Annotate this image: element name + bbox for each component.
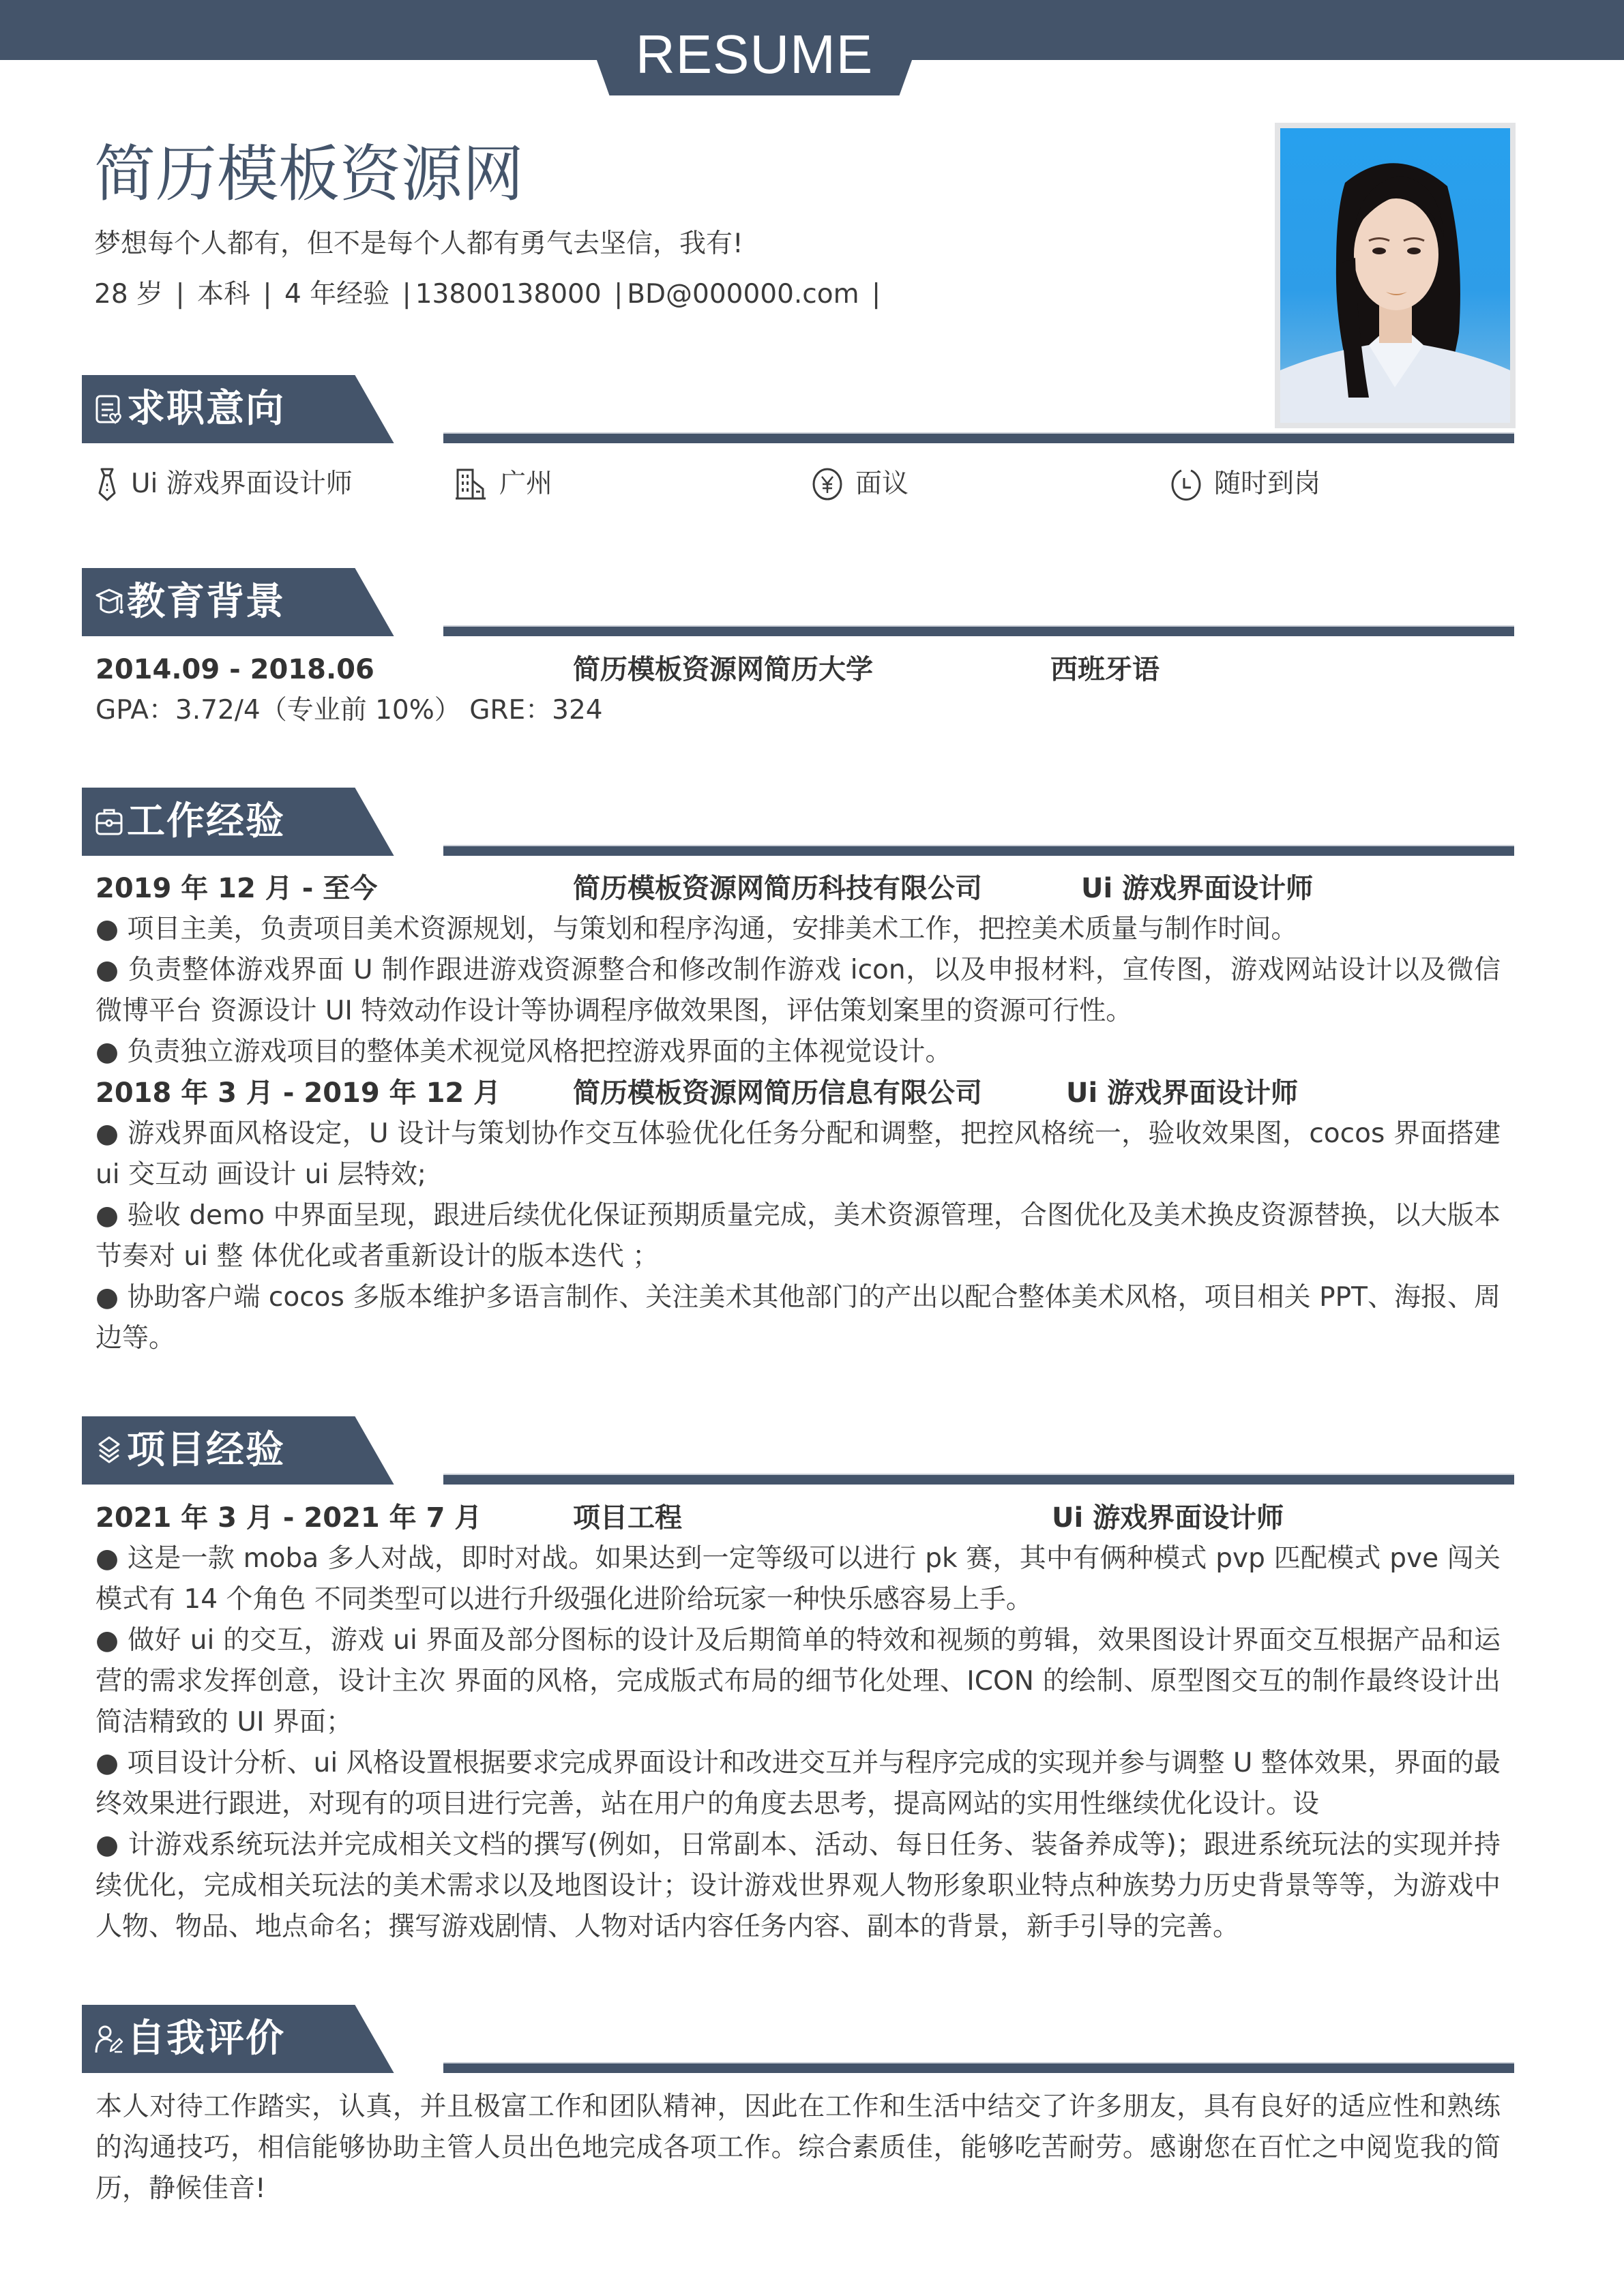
tie-icon (95, 467, 119, 501)
intent-availability (1170, 464, 1320, 505)
job-bullets (95, 1114, 1501, 1359)
education-major: 西班牙语 (1050, 654, 1160, 685)
bullet-item: ● 计游戏系统玩法并完成相关文档的撰写(例如，日常副本、活动、每日任务、装备养成等)；跟进系统玩法的实现并持续优化，完成相关玩法的美术需求以及地图设计；设计游戏世界观人物形象职业特点种族势力历史背景等等，为游戏中人物、物品、地点命名；撰写游戏剧情、人物对话内容任务内容、副本的背景，新手引导的完善。 (95, 1830, 1501, 1942)
intent-label: 面议 (855, 468, 909, 499)
education-school: 简历模板资源网简历大学 (573, 654, 873, 685)
separator: | (871, 279, 881, 310)
project-bullets (95, 1538, 1501, 1948)
section-title: 项目经验 (127, 1428, 285, 1472)
job-role: Ui 游戏界面设计师 (1081, 873, 1314, 904)
project-name: 项目工程 (573, 1502, 682, 1534)
intent-position (95, 464, 353, 505)
bullet-item: ● 项目设计分析、ui 风格设置根据要求完成界面设计和改进交互并与程序完成的实现并参与调整 U 整体效果，界面的最终效果进行跟进，对现有的项目进行完善，站在用户的角度去思考，提高网站的实用性继续优化设计。设 (95, 1748, 1501, 1819)
section-divider (443, 625, 1514, 636)
briefcase-icon (94, 807, 124, 837)
clock-icon (1170, 467, 1202, 501)
phone: 13800138000 (415, 279, 602, 310)
layers-icon (94, 1435, 124, 1465)
project-role: Ui 游戏界面设计师 (1052, 1502, 1284, 1534)
yen-circle-icon (812, 467, 843, 501)
bullet-item: ● 这是一款 moba 多人对战，即时对战。如果达到一定等级可以进行 pk 赛，其中有俩种模式 pvp 匹配模式 pve 闯关模式有 14 个角色 不同类型可以进行升级强化进阶给玩家一种快乐感容易上手。 (95, 1543, 1501, 1615)
section-title: 工作经验 (127, 799, 285, 844)
separator: | (402, 279, 411, 310)
bullet-item: ● 验收 demo 中界面呈现，跟进后续优化保证预期质量完成，美术资源管理，合图优化及美术换皮资源替换，以大版本节奏对 ui 整 体优化或者重新设计的版本迭代 ； (95, 1200, 1501, 1272)
job-role: Ui 游戏界面设计师 (1066, 1077, 1299, 1109)
education-detail: GPA：3.72/4（专业前 10%） GRE：324 (95, 695, 603, 726)
building-icon (454, 467, 487, 501)
candidate-name: 简历模板资源网 (94, 138, 524, 210)
contact-line (94, 275, 885, 314)
section-title: 教育背景 (127, 580, 285, 624)
separator: | (175, 279, 185, 310)
user-edit-icon (94, 2024, 124, 2054)
portrait-illustration (1280, 128, 1510, 423)
graduation-cap-icon (94, 587, 124, 617)
project-period: 2021 年 3 月 - 2021 年 7 月 (95, 1502, 482, 1534)
job-period: 2019 年 12 月 - 至今 (95, 873, 378, 904)
bullet-item: ● 做好 ui 的交互，游戏 ui 界面及部分图标的设计及后期简单的特效和视频的剪辑，效果图设计界面交互根据产品和运营的需求发挥创意，设计主次 界面的风格，完成版式布局的细节化处理、ICON 的绘制、原型图交互的制作最终设计出简洁精致的 UI 界面； (95, 1625, 1501, 1738)
intent-label: 随时到岗 (1214, 468, 1321, 499)
section-divider (443, 845, 1514, 856)
profile-photo (1280, 128, 1510, 423)
job-company: 简历模板资源网简历信息有限公司 (573, 1077, 982, 1109)
bullet-item: ● 负责整体游戏界面 U 制作跟进游戏资源整合和修改制作游戏 icon，以及申报材料，宣传图，游戏网站设计以及微信微博平台 资源设计 UI 特效动作设计等协调程序做效果图，评估策划案里的资源可行性。 (95, 955, 1501, 1026)
job-bullets (95, 909, 1501, 1073)
intent-label: 广州 (499, 468, 553, 499)
section-title: 自我评价 (127, 2016, 285, 2061)
intent-city (454, 464, 552, 505)
age: 28 岁 (94, 279, 164, 310)
resume-title: RESUME (635, 24, 874, 85)
resume-heart-icon (94, 394, 124, 424)
bullet-item: ● 游戏界面风格设定，U 设计与策划协作交互体验优化任务分配和调整，把控风格统一，验收效果图，cocos 界面搭建 ui 交互动 画设计 ui 层特效; (95, 1118, 1501, 1190)
experience-years: 4 年经验 (284, 279, 390, 310)
education-period: 2014.09 - 2018.06 (95, 654, 374, 685)
intent-salary (812, 464, 909, 505)
intent-label: Ui 游戏界面设计师 (131, 468, 353, 499)
bullet-item: ● 负责独立游戏项目的整体美术视觉风格把控游戏界面的主体视觉设计。 (95, 1037, 952, 1067)
motto: 梦想每个人都有，但不是每个人都有勇气去坚信，我有! (94, 228, 743, 259)
self-evaluation-text: 本人对待工作踏实，认真，并且极富工作和团队精神，因此在工作和生活中结交了许多朋友，具有良好的适应性和熟练的沟通技巧，相信能够协助主管人员出色地完成各项工作。综合素质佳，能够吃苦耐劳。感谢您在百忙之中阅览我的简历，静候佳音! (95, 2091, 1501, 2204)
degree: 本科 (196, 279, 250, 310)
section-divider (443, 2062, 1514, 2073)
bullet-item: ● 协助客户端 cocos 多版本维护多语言制作、关注美术其他部门的产出以配合整体美术风格，项目相关 PPT、海报、周边等。 (95, 1282, 1501, 1354)
separator: | (263, 279, 272, 310)
bullet-item: ● 项目主美，负责项目美术资源规划，与策划和程序沟通，安排美术工作，把控美术质量与制作时间。 (95, 914, 1298, 944)
section-title: 求职意向 (127, 387, 285, 431)
job-period: 2018 年 3 月 - 2019 年 12 月 (95, 1077, 501, 1109)
job-company: 简历模板资源网简历科技有限公司 (573, 873, 982, 904)
separator: | (614, 279, 623, 310)
section-divider (443, 432, 1514, 443)
section-divider (443, 1474, 1514, 1485)
email: BD@000000.com (627, 279, 859, 310)
